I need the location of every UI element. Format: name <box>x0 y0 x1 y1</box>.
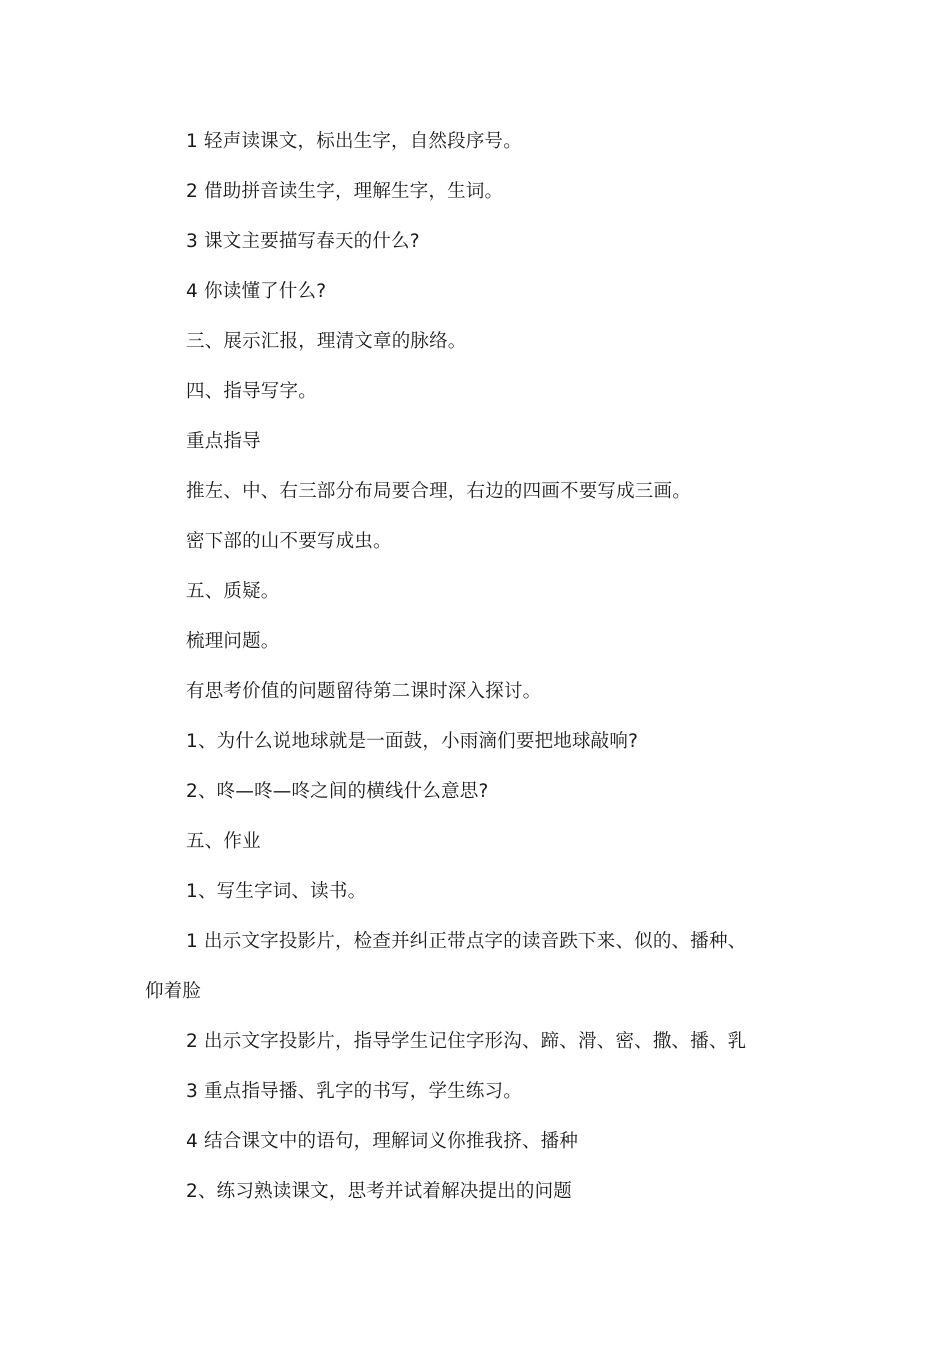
section-heading-3: 三、展示汇报，理清文章的脉络。 <box>186 331 467 352</box>
text-line-16: 1、写生字词、读书。 <box>186 881 367 902</box>
text-line-13: 1、为什么说地球就是一面鼓，小雨滴们要把地球敲响? <box>186 731 639 752</box>
text-line-2: 2 借助拼音读生字，理解生字，生词。 <box>186 181 504 202</box>
text-line-17-continued: 仰着脸 <box>145 981 202 1002</box>
text-line-1: 1 轻声读课文，标出生字，自然段序号。 <box>186 131 522 152</box>
text-line-3: 3 课文主要描写春天的什么? <box>186 231 420 252</box>
text-line-12: 有思考价值的问题留待第二课时深入探讨。 <box>186 681 542 702</box>
text-line-20: 3 重点指导播、乳字的书写，学生练习。 <box>186 1081 522 1102</box>
section-heading-homework: 五、作业 <box>186 831 261 852</box>
text-line-21: 4 结合课文中的语句，理解词义你推我挤、播种 <box>186 1131 579 1152</box>
text-line-22: 2、练习熟读课文，思考并试着解决提出的问题 <box>186 1181 572 1202</box>
text-line-14: 2、咚—咚—咚之间的横线什么意思? <box>186 781 489 802</box>
text-line-9: 密下部的山不要写成虫。 <box>186 531 392 552</box>
text-line-4: 4 你读懂了什么? <box>186 281 327 302</box>
text-line-17: 1 出示文字投影片，检查并纠正带点字的读音跌下来、似的、播种、 <box>186 931 747 952</box>
text-line-8: 推左、中、右三部分布局要合理，右边的四画不要写成三画。 <box>186 481 691 502</box>
section-heading-4: 四、指导写字。 <box>186 381 317 402</box>
text-line-7: 重点指导 <box>186 431 261 452</box>
text-line-19: 2 出示文字投影片，指导学生记住字形沟、蹄、滑、密、撒、播、乳 <box>186 1031 747 1052</box>
section-heading-5: 五、质疑。 <box>186 581 280 602</box>
text-line-11: 梳理问题。 <box>186 631 280 652</box>
